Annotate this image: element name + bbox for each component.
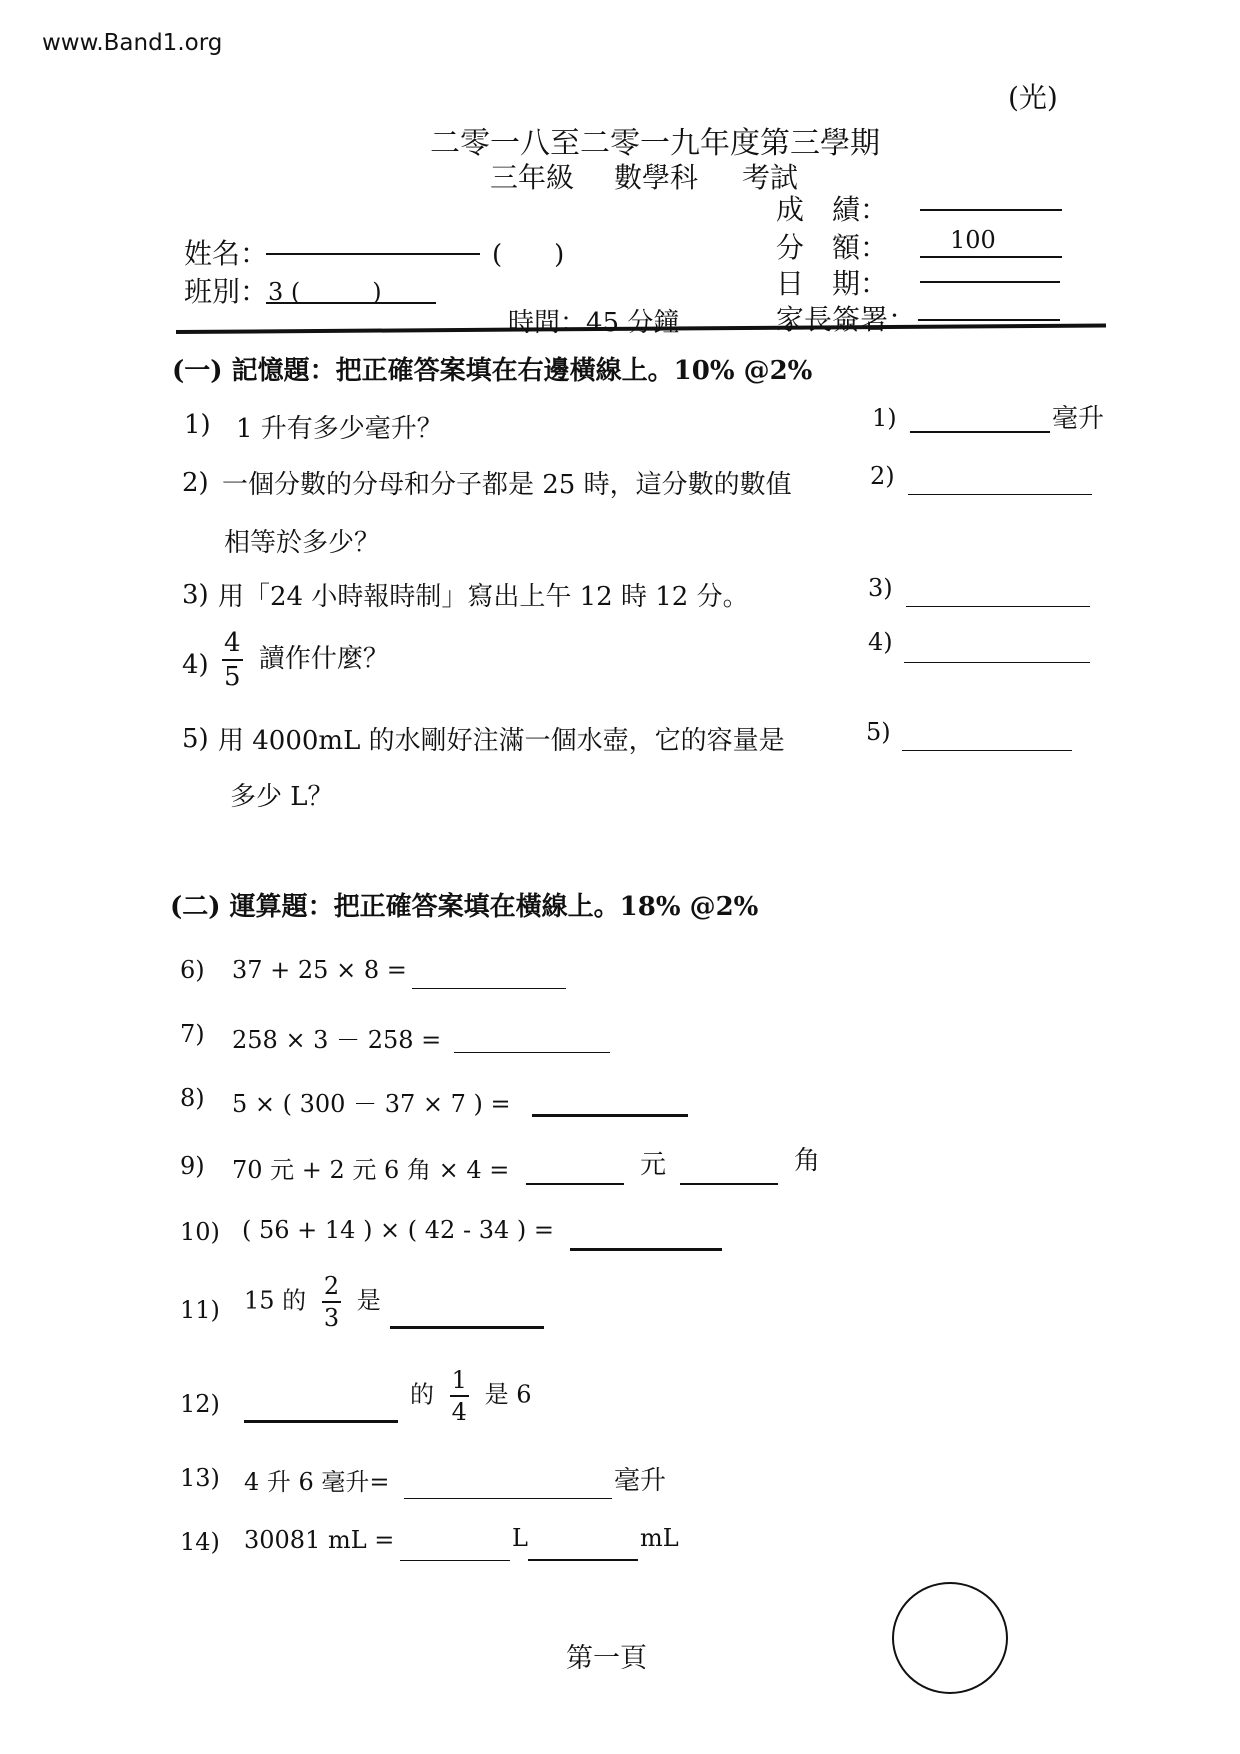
q12-post-text: 是 6 [484,1380,532,1409]
watermark: www.Band1.org [42,30,223,56]
copy-mark: (光) [1008,81,1058,114]
q10-answer-field[interactable] [570,1236,722,1255]
full-marks-field [920,224,1062,258]
q12-fraction-numerator: 1 [450,1368,469,1397]
q2-text-cont: 相等於多少？ [224,528,381,558]
q4-answer-number: 4) [868,628,893,656]
date-label: 日 期： [776,267,889,300]
exam-title: 二零一八至二零一九年度第三學期 [430,126,880,161]
q12-question [410,1368,531,1424]
q12-fraction [450,1368,469,1424]
name-label: 姓名： [184,237,269,270]
q13-unit: 毫升 [614,1466,667,1496]
q14-litre-field[interactable] [400,1546,510,1565]
exam-subject: 數學科 [614,161,699,194]
q6-answer-field[interactable] [412,974,566,993]
q3-number: 3) [182,580,209,610]
q2-answer-field[interactable] [908,480,1092,499]
class-field[interactable] [266,272,436,304]
q7-number: 7) [180,1020,205,1048]
full-marks-value: 100 [950,226,996,254]
q2-text: 一個分數的分母和分子都是 25 時，這分數的數值 [222,470,792,500]
q11-post-text: 是 [356,1286,381,1315]
q10-expression: ( 56 + 14 ) × ( 42 - 34 ) = [242,1216,554,1244]
q8-answer-field[interactable] [532,1102,688,1121]
class-number-paren: ( ) [492,240,565,270]
q1-number: 1) [184,410,211,440]
q14-ml-field[interactable] [528,1546,638,1565]
section2-title: (二) 運算題：把正確答案填在橫線上。18% @2% [170,892,759,922]
full-marks-label: 分 額： [776,231,889,264]
exam-type: 考試 [742,161,799,194]
q9-yuan-field[interactable] [526,1170,624,1189]
q9-unit-yuan: 元 [640,1150,667,1180]
q5-text-cont: 多少 L？ [230,782,334,812]
q8-number: 8) [180,1084,205,1112]
q10-number: 10) [180,1218,220,1246]
q5-answer-number: 5) [866,718,891,746]
q12-answer-field[interactable] [244,1408,398,1427]
time-limit: 時間：45 分鐘 [508,308,680,338]
q5-answer-field[interactable] [902,736,1072,755]
q12-fraction-denominator: 4 [451,1398,467,1426]
q7-answer-field[interactable] [454,1038,610,1057]
q1-answer-field[interactable] [910,418,1050,437]
class-label: 班別： [184,275,269,308]
q13-answer-field[interactable] [404,1484,612,1503]
q7-expression: 258 × 3 － 258 = [232,1026,442,1054]
q6-number: 6) [180,956,205,984]
q9-number: 9) [180,1152,205,1180]
q4-fraction-numerator: 4 [222,630,243,661]
parent-signature-field[interactable] [918,306,1060,325]
q9-unit-jiao: 角 [794,1146,821,1176]
q1-text: 1 升有多少毫升？ [236,414,443,444]
q12-number: 12) [180,1390,220,1418]
q4-answer-field[interactable] [904,648,1090,667]
date-field[interactable] [920,268,1060,287]
score-label: 成 績： [776,193,889,226]
q4-fraction-denominator: 5 [224,662,241,692]
q12-pre-text: 的 [410,1380,434,1409]
q4-question [214,630,389,690]
q5-number: 5) [182,724,209,754]
q2-answer-number: 2) [870,462,895,490]
q8-expression: 5 × ( 300 － 37 × 7 ) = [232,1090,511,1118]
q14-number: 14) [180,1528,220,1556]
q11-answer-field[interactable] [390,1314,544,1333]
q11-pre-text: 15 的 [244,1286,307,1315]
q4-number: 4) [182,650,209,680]
q13-expression: 4 升 6 毫升= [244,1468,390,1496]
q11-question [244,1274,381,1330]
q11-fraction-numerator: 2 [322,1274,341,1303]
q1-answer-number: 1) [872,404,897,432]
page-number: 第一頁 [566,1643,647,1674]
q6-expression: 37 + 25 × 8 = [232,956,407,984]
q9-expression: 70 元 + 2 元 6 角 × 4 = [232,1156,510,1184]
section1-title: (一) 記憶題：把正確答案填在右邊橫線上。10% @2% [172,356,813,386]
q2-number: 2) [182,468,209,498]
q11-fraction [322,1274,341,1330]
parent-signature-label: 家長簽署： [776,303,917,336]
q13-number: 13) [180,1464,220,1492]
q1-answer-unit: 毫升 [1052,404,1105,434]
q14-unit-ml: mL [640,1524,679,1552]
q3-answer-number: 3) [868,574,893,602]
name-field[interactable] [266,240,480,259]
q11-fraction-denominator: 3 [323,1304,340,1332]
exam-grade: 三年級 [490,161,575,194]
score-circle [892,1582,1008,1694]
q11-number: 11) [180,1296,220,1324]
q14-expression: 30081 mL = [244,1526,395,1554]
class-value: 3 ( ) [268,278,382,306]
q3-answer-field[interactable] [906,592,1090,611]
q4-fraction [222,630,243,690]
q9-jiao-field[interactable] [680,1170,778,1189]
score-field[interactable] [920,196,1062,215]
q3-text: 用「24 小時報時制」寫出上午 12 時 12 分。 [218,582,749,612]
q14-unit-litre: L [512,1524,528,1552]
q4-text: 讀作什麼？ [258,644,389,674]
q5-text: 用 4000mL 的水剛好注滿一個水壺，它的容量是 [218,726,785,756]
